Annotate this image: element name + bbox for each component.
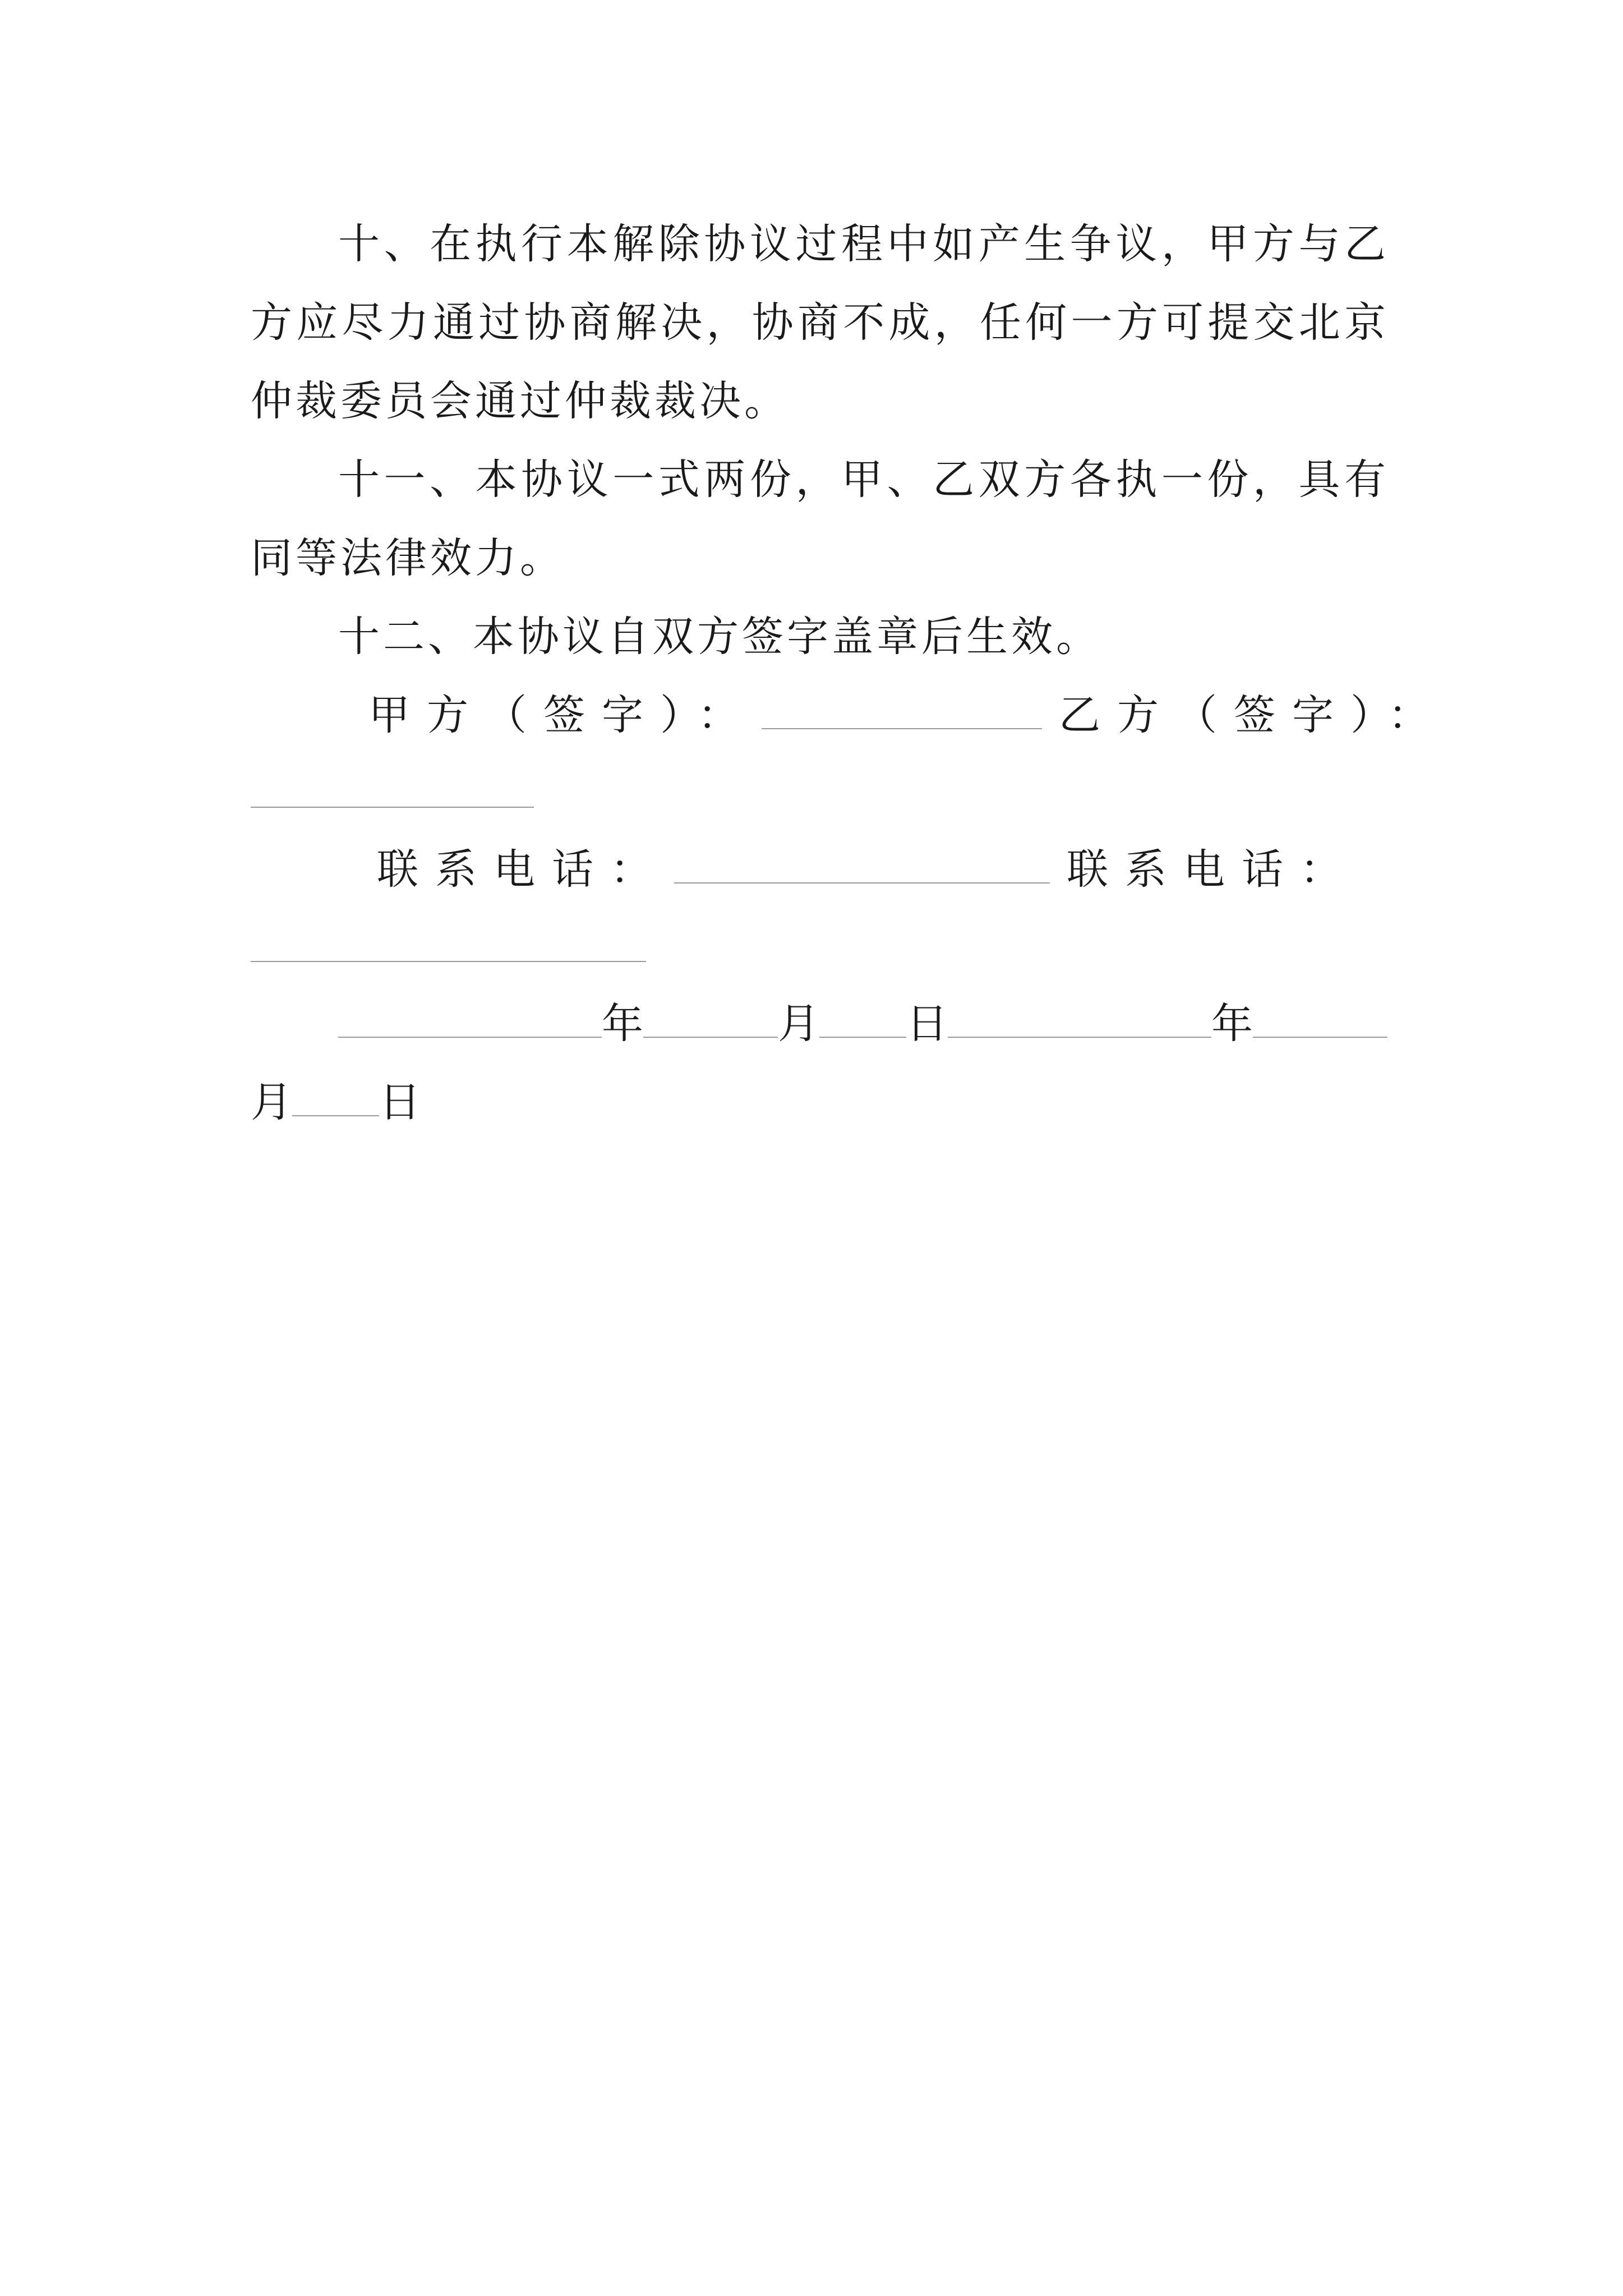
signature-line xyxy=(251,676,1446,754)
party-b-year-label: 年 xyxy=(1211,1000,1253,1048)
document-body xyxy=(251,205,1446,1142)
clause-11: 十一、本协议一式两份，甲、乙双方各执一份，具有同等法律效力。 xyxy=(251,455,1389,582)
party-b-day-label: 日 xyxy=(379,1078,421,1126)
party-b-signature-row xyxy=(251,754,1389,830)
party-a-month-label: 月 xyxy=(778,1000,819,1048)
party-a-year-label: 年 xyxy=(602,1000,643,1048)
party-a-phone-blank[interactable] xyxy=(674,849,1050,884)
contact-line xyxy=(251,830,1389,909)
party-b-month-label: 月 xyxy=(251,1078,292,1126)
party-b-year-blank[interactable] xyxy=(948,1003,1211,1038)
party-a-signature-blank[interactable] xyxy=(762,694,1042,729)
party-b-phone-row xyxy=(251,909,1389,984)
party-a-month-blank[interactable] xyxy=(643,1003,778,1038)
party-b-signature-label: 乙方（签字）： xyxy=(1059,691,1446,739)
clause-12: 十二、本协议自双方签字盖章后生效。 xyxy=(338,613,1101,661)
party-b-signature-blank[interactable] xyxy=(251,773,534,808)
party-a-phone-label: 联系电话： xyxy=(377,845,668,894)
clause-10: 十、在执行本解除协议过程中如产生争议，甲方与乙方应尽力通过协商解决，协商不成，任何一方可提交北京仲裁委员会通过仲裁裁决。 xyxy=(251,220,1389,425)
party-a-day-label: 日 xyxy=(906,1000,948,1048)
party-b-month-blank[interactable] xyxy=(1253,1003,1387,1038)
date-line xyxy=(251,984,1389,1063)
party-a-signature-label: 甲方（签字）： xyxy=(368,691,756,739)
party-a-day-blank[interactable] xyxy=(819,1003,906,1038)
party-b-phone-label: 联系电话： xyxy=(1067,845,1358,894)
party-a-year-blank[interactable] xyxy=(338,1003,602,1038)
party-b-phone-blank[interactable] xyxy=(251,927,646,962)
date-line-continued xyxy=(251,1063,1389,1142)
party-b-day-blank[interactable] xyxy=(292,1082,379,1116)
